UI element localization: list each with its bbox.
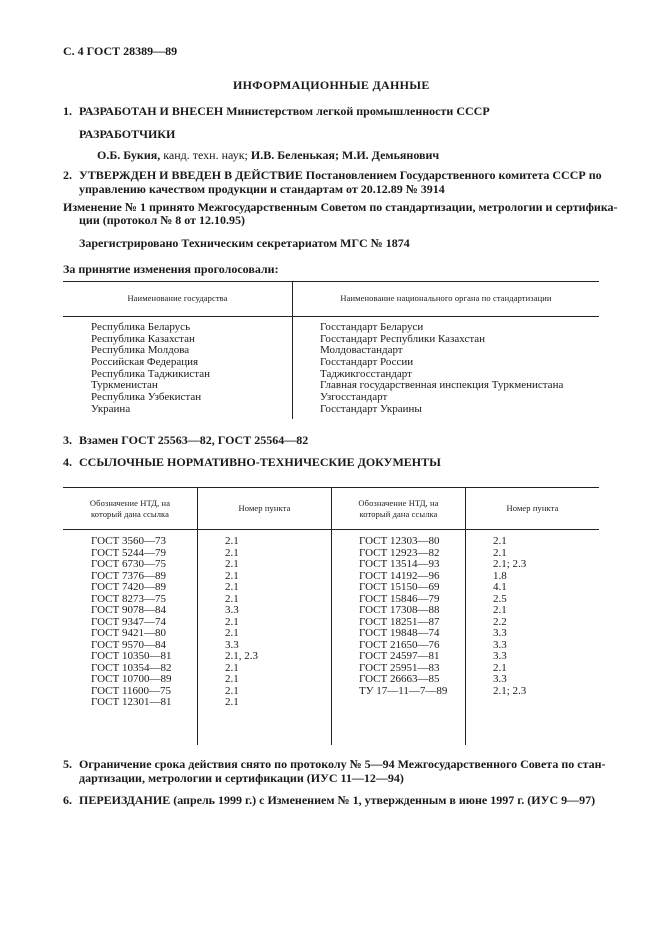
body-row: Госстандарт России [320,356,414,369]
item6-number: 6. [63,793,72,807]
ref-item: 2.1 [493,661,507,674]
ref-doc: ГОСТ 9421—80 [91,627,166,639]
item1-number: 1. [63,104,72,118]
item5-number: 5. [63,757,72,771]
refs-header-item-right: Номер пункта [506,503,559,513]
state-row: Республика Молдова [91,344,190,357]
ref-doc: ГОСТ 11600—75 [91,684,172,697]
item4-text: ССЫЛОЧНЫЕ НОРМАТИВНО-ТЕХНИЧЕСКИЕ ДОКУМЕНТЫ [79,455,441,469]
votes-table-header-rule [63,316,599,317]
votes-bodies-column [320,322,563,416]
state-row: Российская Федерация [91,356,199,369]
ref-item: 2.1 [225,581,239,593]
ref-item: 2.1 [493,546,507,559]
item6-text: ПЕРЕИЗДАНИЕ (апрель 1999 г.) с Изменением № 1, утвержденным в июне 1997 г. (ИУС 9—97) [79,793,596,807]
item1-text: РАЗРАБОТАН И ВНЕСЕН Министерством легкой промышленности СССР [79,104,490,118]
votes-header-state: Наименование государства [127,293,228,303]
ref-item: 3.3 [225,604,239,616]
amendment-line2: ции (протокол № 8 от 12.10.95) [79,213,246,227]
votes-table-top-rule [63,281,599,282]
refs-table-divider-1 [197,487,198,745]
ref-item: 2.1 [225,592,239,605]
ref-item: 3.3 [493,650,507,662]
developers-heading: РАЗРАБОТЧИКИ [79,127,176,141]
ref-doc: ГОСТ 8273—75 [91,592,166,605]
ref-doc: ГОСТ 7376—89 [91,569,166,582]
ref-doc: ГОСТ 12303—80 [359,535,440,547]
body-row: Молдовастандарт [320,344,403,357]
ref-item: 3.3 [493,638,507,651]
ref-doc: ГОСТ 25951—83 [359,661,440,674]
ref-doc: ГОСТ 21650—76 [359,638,440,651]
ref-doc: ТУ 17—11—7—89 [359,684,448,697]
item5-line1: Ограничение срока действия снято по протоколу № 5—94 Межгосударственного Совета по стан- [79,757,606,771]
ref-item: 4.1 [493,581,507,593]
ref-item: 2.1 [493,535,507,547]
ref-doc: ГОСТ 15846—79 [359,592,440,605]
refs-header-doc-left-line2: который дана ссылка [90,509,170,519]
state-row: Республика Таджикистан [91,367,210,380]
ref-doc: ГОСТ 14192—96 [359,569,440,582]
ref-doc: ГОСТ 7420—89 [91,581,166,593]
voted-heading: За принятие изменения проголосовали: [63,262,279,276]
ref-doc: ГОСТ 12301—81 [91,696,172,708]
ref-doc: ГОСТ 18251—87 [359,615,440,628]
ref-doc: ГОСТ 17308—88 [359,604,440,616]
ref-item: 2.1 [225,627,239,639]
item4-number: 4. [63,455,72,469]
ref-doc: ГОСТ 6730—75 [91,558,166,570]
refs-table-divider-2 [331,487,332,745]
ref-item: 2.1; 2.3 [493,558,527,570]
state-row: Республика Беларусь [91,321,191,333]
ref-item: 2.1 [225,558,239,570]
ref-item: 3.3 [225,638,239,651]
item5-line2: дартизации, метрологии и сертификации (ИУС 11—12—94) [79,771,404,785]
body-row: Госстандарт Украины [320,402,422,415]
refs-header-doc-right-line2: который дана ссылка [359,509,438,519]
refs-right-docs-column [359,536,447,697]
ref-item: 3.3 [493,627,507,639]
body-row: Госстандарт Беларуси [320,321,424,333]
ref-item: 2.1 [225,569,239,582]
ref-doc: ГОСТ 9078—84 [91,604,166,616]
votes-header-body: Наименование национального органа по стандартизации [340,293,552,303]
ref-item: 2.1, 2.3 [225,650,258,662]
body-row: Таджикгосстандарт [320,367,412,380]
ref-doc: ГОСТ 15150—69 [359,581,440,593]
ref-doc: ГОСТ 19848—74 [359,627,440,639]
ref-doc: ГОСТ 5244—79 [91,546,166,559]
state-row: Туркменистан [91,379,158,392]
item3-text: Взамен ГОСТ 25563—82, ГОСТ 25564—82 [79,433,309,447]
refs-header-doc-left-line1: Обозначение НТД, на [89,498,171,508]
item2-line1: УТВЕРЖДЕН И ВВЕДЕН В ДЕЙСТВИЕ Постановлением Государственного комитета СССР по [79,168,602,182]
ref-doc: ГОСТ 12923—82 [359,546,440,559]
refs-header-item-left: Номер пункта [238,503,291,513]
state-row: Республика Узбекистан [91,391,202,404]
refs-right-items-column [493,536,526,697]
amendment-line1: Изменение № 1 принято Межгосударственным Советом по стандартизации, метрологии и сертифика- [63,200,618,214]
refs-header-doc-right-line1: Обозначение НТД, на [358,498,439,508]
refs-left-docs-column [91,536,171,709]
ref-doc: ГОСТ 10354—82 [91,661,172,674]
ref-item: 2.1 [493,604,507,616]
ref-item: 2.1; 2.3 [493,684,527,697]
ref-doc: ГОСТ 10350—81 [91,650,172,662]
state-row: Республика Казахстан [91,332,195,345]
ref-doc: ГОСТ 3560—73 [91,535,166,547]
ref-doc: ГОСТ 10700—89 [91,673,172,685]
ref-item: 1.8 [493,569,507,582]
votes-states-column [91,322,210,416]
registration-note: Зарегистрировано Техническим секретариатом МГС № 1874 [79,236,410,250]
ref-doc: ГОСТ 26663—85 [359,673,440,685]
ref-doc: ГОСТ 9570—84 [91,638,166,651]
ref-item: 2.1 [225,696,239,708]
refs-header-doc-right [332,498,465,520]
item2-line2: управлению качеством продукции и стандартам от 20.12.89 № 3914 [79,182,445,196]
developers-line [97,148,439,162]
ref-item: 2.1 [225,535,239,547]
ref-item: 2.1 [225,661,239,674]
page-title: ИНФОРМАЦИОННЫЕ ДАННЫЕ [233,78,430,92]
ref-doc: ГОСТ 24597—81 [359,650,440,662]
ref-item: 3.3 [493,673,507,685]
developer-name-1: О.Б. Букия, [97,148,161,162]
ref-item: 2.5 [493,592,507,605]
ref-item: 2.2 [493,615,507,628]
ref-item: 2.1 [225,546,239,559]
page-header: С. 4 ГОСТ 28389—89 [63,44,178,58]
body-row: Главная государственная инспекция Туркменистана [320,379,564,392]
body-row: Узгосстандарт [320,391,388,404]
ref-item: 2.1 [225,615,239,628]
developer-degree: канд. техн. наук; [160,148,251,162]
refs-left-items-column [225,536,258,709]
ref-doc: ГОСТ 13514—93 [359,558,440,570]
ref-item: 2.1 [225,684,239,697]
refs-header-doc-left [63,498,197,520]
developer-names-2: И.В. Беленькая; М.И. Демьянович [250,148,440,162]
item3-number: 3. [63,433,72,447]
ref-item: 2.1 [225,673,239,685]
refs-table-divider-3 [465,487,466,745]
item2-number: 2. [63,168,72,182]
body-row: Госстандарт Республики Казахстан [320,332,486,345]
ref-doc: ГОСТ 9347—74 [91,615,166,628]
state-row: Украина [91,402,131,415]
